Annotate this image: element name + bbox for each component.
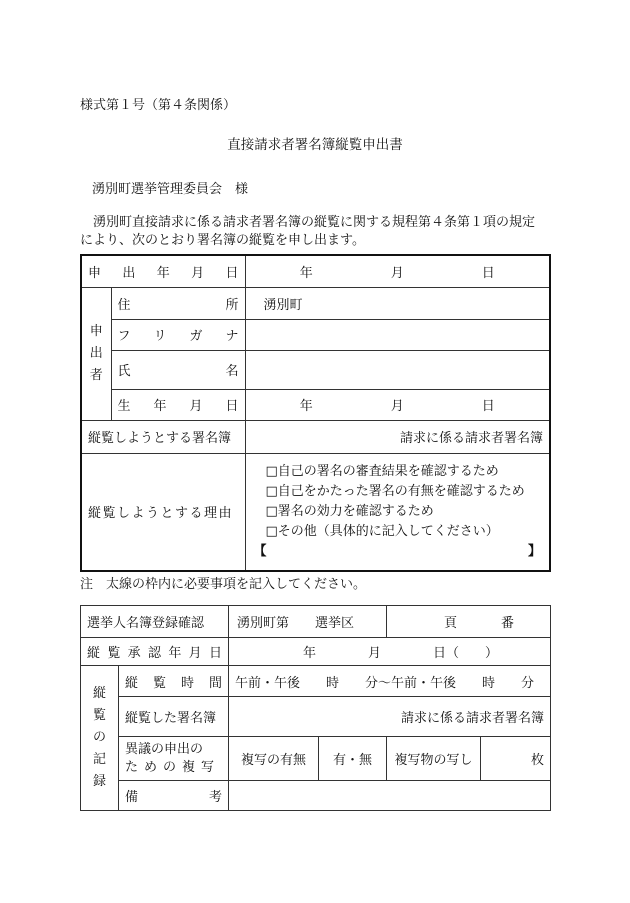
- register-value: 請求に係る請求者署名簿: [245, 420, 550, 453]
- register-label: 縦覧しようとする署名簿: [81, 420, 245, 453]
- remarks-label: 備 考: [119, 781, 229, 811]
- reason-option-other[interactable]: □その他（具体的に記入してください）: [265, 523, 499, 539]
- copy-presence-field[interactable]: 有・無: [319, 737, 387, 781]
- reason-option-impersonation[interactable]: □自己をかたった署名の有無を確認するため: [265, 483, 525, 499]
- name-label: 氏 名: [111, 350, 245, 389]
- application-date-label: 申 出 年 月 日: [81, 255, 245, 287]
- body-line-1: 湧別町直接請求に係る請求者署名簿の縦覧に関する規程第４条第１項の規定: [93, 215, 536, 230]
- reason-option-own-result[interactable]: □自己の署名の審査結果を確認するため: [265, 463, 499, 479]
- application-table: [80, 254, 551, 572]
- record-label: 縦 覧 の 記 録: [81, 666, 119, 811]
- furigana-label: フ リ ガ ナ: [111, 319, 245, 350]
- copy-item-label: 複写物の写し: [387, 737, 481, 781]
- approval-date-label: 縦 覧 承 認 年 月 日: [81, 638, 229, 666]
- addressee: 湧別町選挙管理委員会 様: [92, 182, 249, 197]
- body-text: [80, 214, 560, 250]
- other-reason-field[interactable]: 【 】: [253, 543, 541, 559]
- document-title: 直接請求者署名簿縦覧申出書: [227, 137, 403, 153]
- furigana-field[interactable]: [245, 319, 550, 350]
- copy-request-label: 異議の申出の ための複写: [119, 737, 229, 781]
- applicant-label: 申 出 者: [81, 287, 111, 420]
- note-text: 注 太線の枠内に必要事項を記入してください。: [80, 577, 367, 592]
- application-date-field[interactable]: 年 月 日: [245, 255, 550, 287]
- voter-check-label: 選挙人名簿登録確認: [81, 606, 229, 638]
- body-line-2: により、次のとおり署名簿の縦覧を申し出ます。: [80, 233, 365, 248]
- viewing-time-label: 縦 覧 時 間: [119, 666, 229, 697]
- copy-count-field[interactable]: 枚: [481, 737, 551, 781]
- viewing-time-field[interactable]: 午前・午後 時 分～午前・午後 時 分: [229, 666, 551, 697]
- address-field[interactable]: 湧別町: [245, 287, 550, 319]
- reason-options: [245, 453, 550, 571]
- approval-date-field[interactable]: 年 月 日（ ）: [229, 638, 551, 666]
- birth-date-field[interactable]: 年 月 日: [245, 389, 550, 420]
- viewed-register-value: 請求に係る請求者署名簿: [229, 697, 551, 737]
- form-number: 様式第１号（第４条関係）: [80, 98, 237, 113]
- name-field[interactable]: [245, 350, 550, 389]
- viewed-register-label: 縦覧した署名簿: [119, 697, 229, 737]
- page-number-field[interactable]: 頁 番: [387, 606, 551, 638]
- address-label: 住 所: [111, 287, 245, 319]
- reason-option-validity[interactable]: □署名の効力を確認するため: [265, 503, 434, 519]
- birth-date-label: 生 年 月 日: [111, 389, 245, 420]
- voter-district-field[interactable]: 湧別町第 選挙区: [229, 606, 387, 638]
- remarks-field[interactable]: [229, 781, 551, 811]
- reason-label: 縦覧しようとする理由: [81, 453, 245, 571]
- copy-presence-label: 複写の有無: [229, 737, 319, 781]
- office-record-table: [80, 605, 551, 811]
